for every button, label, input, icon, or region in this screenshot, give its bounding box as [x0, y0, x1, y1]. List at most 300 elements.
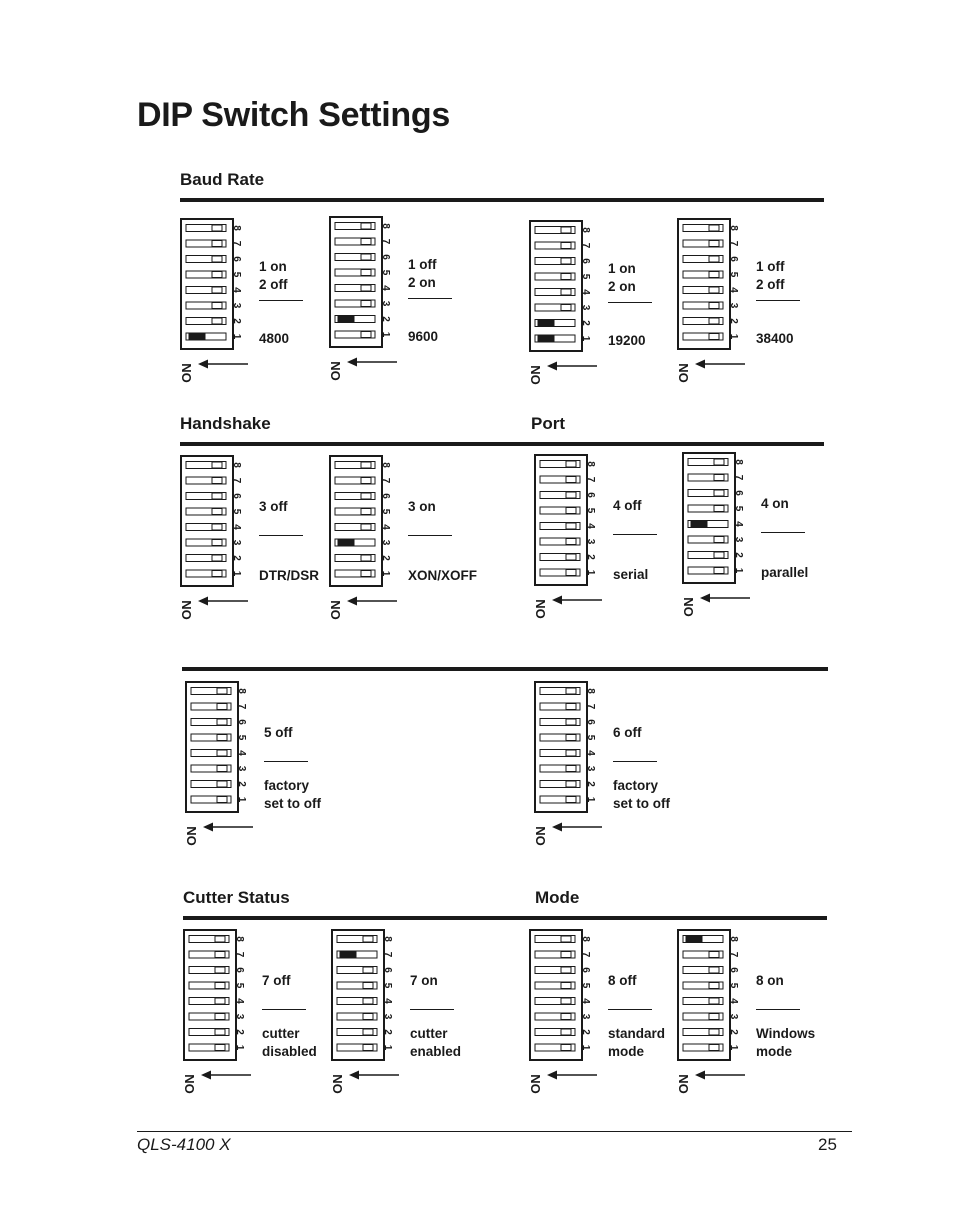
switch-lever-off-4: [212, 287, 222, 293]
setting-line: DTR/DSR: [259, 568, 319, 583]
dip-switch-graphic: [183, 929, 263, 1109]
switch-lever-off-5: [709, 272, 719, 278]
switch-number-4: 4: [728, 998, 739, 1004]
switch-number-4: 4: [580, 289, 591, 295]
dip-switch-graphic: [329, 216, 409, 396]
switch-lever-off-6: [566, 719, 576, 725]
switch-lever-on-3: [338, 540, 354, 546]
setting-label: [756, 258, 785, 294]
switch-lever-off-4: [709, 287, 719, 293]
switch-number-5: 5: [380, 508, 391, 515]
switch-number-1: 1: [231, 570, 242, 577]
switch-lever-off-1: [361, 332, 371, 338]
switch-number-2: 2: [380, 316, 391, 322]
dip-switch-graphic: [677, 929, 757, 1109]
setting-line: 2 off: [756, 277, 785, 292]
dip-switch-diagram: [180, 455, 260, 640]
footer-model: QLS-4100 X: [137, 1135, 231, 1154]
setting-label: [608, 972, 637, 990]
setting-line: XON/XOFF: [408, 568, 478, 583]
switch-number-7: 7: [234, 951, 245, 958]
switch-lever-on-2: [538, 320, 554, 326]
switch-number-3: 3: [231, 539, 242, 546]
switch-number-2: 2: [728, 318, 739, 324]
setting-line: 3 on: [408, 499, 436, 514]
switch-number-6: 6: [380, 254, 391, 260]
switch-lever-off-2: [215, 1029, 225, 1035]
switch-number-4: 4: [382, 998, 393, 1004]
switch-number-8: 8: [728, 936, 739, 942]
setting-line: 19200: [608, 333, 646, 348]
switch-number-8: 8: [733, 459, 744, 465]
switch-frame: [535, 682, 587, 812]
footer-page-number: 25: [818, 1135, 837, 1154]
switch-number-1: 1: [580, 1044, 591, 1051]
switch-lever-off-2: [561, 1029, 571, 1035]
on-label: ON: [528, 365, 543, 385]
switch-number-2: 2: [580, 320, 591, 326]
switch-lever-off-3: [714, 537, 724, 543]
setting-line: cutter: [410, 1026, 448, 1041]
setting-line: 8 on: [756, 973, 784, 988]
section-rule: [183, 916, 827, 920]
setting-value: [761, 564, 808, 582]
switch-lever-off-5: [215, 983, 225, 989]
switch-number-1: 1: [733, 567, 744, 574]
switch-lever-off-7: [566, 477, 576, 483]
dip-switch-diagram: [529, 220, 609, 405]
dip-switch-diagram: [331, 929, 411, 1114]
switch-number-8: 8: [231, 225, 242, 231]
switch-lever-off-7: [709, 952, 719, 958]
switch-frame: [683, 453, 735, 583]
switch-number-7: 7: [580, 242, 591, 249]
switch-frame: [530, 930, 582, 1060]
divider: [756, 1009, 800, 1010]
switch-lever-off-7: [361, 239, 371, 245]
dip-switch-graphic: [534, 681, 614, 861]
switch-number-2: 2: [580, 1029, 591, 1035]
section-rule: [182, 667, 828, 671]
switch-lever-off-5: [709, 983, 719, 989]
switch-number-2: 2: [380, 555, 391, 561]
dip-switch-graphic: [529, 929, 609, 1109]
switch-number-8: 8: [585, 688, 596, 694]
switch-number-6: 6: [382, 967, 393, 973]
section-heading-baud-rate: Baud Rate: [180, 170, 265, 189]
switch-lever-off-1: [566, 570, 576, 576]
switch-number-8: 8: [580, 936, 591, 942]
dip-switch-diagram: [329, 455, 409, 640]
switch-lever-off-1: [709, 334, 719, 340]
setting-line: 1 off: [756, 259, 785, 274]
switch-number-7: 7: [728, 951, 739, 958]
dip-switch-diagram: [677, 929, 757, 1114]
switch-lever-off-5: [363, 983, 373, 989]
divider: [761, 532, 805, 533]
switch-lever-off-5: [561, 274, 571, 280]
switch-number-4: 4: [585, 750, 596, 756]
arrow-left-icon: [695, 1071, 705, 1080]
arrow-left-icon: [349, 1071, 359, 1080]
switch-lever-on-1: [189, 334, 205, 340]
switch-number-4: 4: [585, 523, 596, 529]
switch-number-3: 3: [580, 1013, 591, 1020]
setting-value: [408, 567, 477, 585]
switch-lever-off-6: [212, 256, 222, 262]
setting-line: serial: [613, 567, 649, 582]
switch-number-8: 8: [380, 223, 391, 229]
switch-number-7: 7: [231, 240, 242, 247]
arrow-left-icon: [547, 1071, 557, 1080]
on-label: ON: [179, 363, 194, 383]
arrow-left-icon: [347, 358, 357, 367]
section-heading-handshake: Handshake: [180, 414, 271, 433]
setting-line: 3 off: [259, 499, 288, 514]
switch-number-4: 4: [236, 750, 247, 756]
switch-number-7: 7: [585, 476, 596, 483]
switch-number-1: 1: [585, 569, 596, 576]
switch-number-7: 7: [380, 238, 391, 245]
setting-label: [761, 495, 789, 513]
switch-lever-off-5: [561, 983, 571, 989]
switch-lever-off-4: [217, 750, 227, 756]
divider: [259, 300, 303, 301]
switch-frame: [181, 219, 233, 349]
switch-lever-off-3: [566, 766, 576, 772]
switch-number-4: 4: [733, 521, 744, 527]
dip-switch-diagram: [329, 216, 409, 401]
switch-lever-off-6: [709, 256, 719, 262]
switch-number-1: 1: [728, 333, 739, 340]
switch-number-5: 5: [728, 271, 739, 278]
setting-line: 9600: [408, 329, 439, 344]
switch-number-4: 4: [231, 524, 242, 530]
switch-number-6: 6: [733, 490, 744, 496]
switch-number-1: 1: [380, 570, 391, 577]
setting-label: [410, 972, 438, 990]
setting-line: 4800: [259, 331, 290, 346]
setting-line: parallel: [761, 565, 809, 580]
switch-number-5: 5: [585, 734, 596, 741]
switch-number-5: 5: [728, 982, 739, 989]
switch-number-5: 5: [585, 507, 596, 514]
switch-lever-off-3: [212, 303, 222, 309]
switch-lever-on-4: [691, 521, 707, 527]
divider: [613, 761, 657, 762]
setting-line: standard: [608, 1026, 666, 1041]
switch-number-5: 5: [733, 505, 744, 512]
dip-switch-graphic: [329, 455, 409, 635]
switch-lever-off-3: [212, 540, 222, 546]
setting-line: 8 off: [608, 973, 637, 988]
dip-switch-diagram: [534, 454, 614, 639]
dip-switch-diagram: [180, 218, 260, 403]
switch-lever-off-3: [215, 1014, 225, 1020]
switch-lever-off-3: [363, 1014, 373, 1020]
switch-lever-off-4: [215, 998, 225, 1004]
divider: [408, 535, 452, 536]
switch-number-2: 2: [236, 781, 247, 787]
switch-lever-off-8: [709, 225, 719, 231]
switch-lever-off-6: [215, 967, 225, 973]
setting-line: 38400: [756, 331, 794, 346]
switch-number-6: 6: [728, 967, 739, 973]
on-label: ON: [533, 826, 548, 846]
setting-label: [608, 260, 636, 296]
dip-switch-graphic: [185, 681, 265, 861]
switch-lever-off-8: [363, 936, 373, 942]
switch-number-1: 1: [728, 1044, 739, 1051]
dip-switch-diagram: [677, 218, 757, 403]
switch-number-3: 3: [382, 1013, 393, 1020]
setting-label: [613, 497, 642, 515]
divider: [262, 1009, 306, 1010]
switch-frame: [678, 219, 730, 349]
arrow-left-icon: [201, 1071, 211, 1080]
divider: [264, 761, 308, 762]
switch-number-8: 8: [382, 936, 393, 942]
switch-lever-off-8: [217, 688, 227, 694]
switch-number-8: 8: [234, 936, 245, 942]
switch-number-3: 3: [234, 1013, 245, 1020]
dip-switch-diagram: [682, 452, 762, 637]
setting-line: 4 on: [761, 496, 789, 511]
switch-lever-off-6: [561, 258, 571, 264]
switch-number-7: 7: [236, 703, 247, 710]
setting-value: [259, 567, 319, 585]
switch-number-4: 4: [234, 998, 245, 1004]
switch-lever-off-3: [561, 305, 571, 311]
setting-value: [264, 777, 321, 813]
setting-label: [259, 258, 288, 294]
on-label: ON: [328, 600, 343, 620]
switch-number-6: 6: [585, 719, 596, 725]
switch-number-2: 2: [585, 554, 596, 560]
setting-label: [408, 498, 436, 516]
switch-lever-off-4: [566, 523, 576, 529]
on-label: ON: [328, 361, 343, 381]
setting-line: 1 off: [408, 257, 437, 272]
setting-line: set to off: [613, 796, 670, 811]
arrow-left-icon: [198, 360, 208, 369]
setting-value: [756, 330, 794, 348]
switch-number-4: 4: [728, 287, 739, 293]
setting-line: 4 off: [613, 498, 642, 513]
switch-number-4: 4: [380, 285, 391, 291]
setting-line: enabled: [410, 1044, 462, 1059]
switch-lever-off-1: [361, 571, 371, 577]
switch-frame: [530, 221, 582, 351]
setting-line: disabled: [262, 1044, 317, 1059]
switch-lever-off-5: [566, 508, 576, 514]
setting-value: [613, 566, 648, 584]
divider: [608, 1009, 652, 1010]
switch-lever-off-1: [215, 1045, 225, 1051]
switch-number-1: 1: [382, 1044, 393, 1051]
switch-lever-off-7: [217, 704, 227, 710]
switch-lever-off-1: [363, 1045, 373, 1051]
divider: [408, 298, 452, 299]
switch-number-8: 8: [380, 462, 391, 468]
switch-number-1: 1: [580, 335, 591, 342]
arrow-left-icon: [552, 596, 562, 605]
switch-number-3: 3: [733, 536, 744, 543]
switch-number-8: 8: [585, 461, 596, 467]
divider: [259, 535, 303, 536]
switch-lever-off-3: [361, 301, 371, 307]
switch-lever-off-2: [212, 318, 222, 324]
switch-lever-off-7: [361, 478, 371, 484]
switch-lever-off-1: [709, 1045, 719, 1051]
switch-lever-off-4: [561, 998, 571, 1004]
arrow-left-icon: [198, 597, 208, 606]
switch-number-3: 3: [380, 539, 391, 546]
setting-value: [613, 777, 670, 813]
setting-label: [264, 724, 293, 742]
switch-number-3: 3: [585, 765, 596, 772]
switch-lever-on-2: [338, 316, 354, 322]
switch-number-1: 1: [234, 1044, 245, 1051]
switch-lever-off-1: [714, 568, 724, 574]
switch-number-7: 7: [231, 477, 242, 484]
switch-lever-off-5: [566, 735, 576, 741]
switch-lever-off-8: [361, 462, 371, 468]
switch-lever-on-8: [686, 936, 702, 942]
on-label: ON: [179, 600, 194, 620]
on-label: ON: [533, 599, 548, 619]
dip-switch-graphic: [331, 929, 411, 1109]
switch-lever-off-7: [212, 241, 222, 247]
switch-number-5: 5: [580, 273, 591, 280]
switch-lever-off-2: [363, 1029, 373, 1035]
divider: [410, 1009, 454, 1010]
switch-lever-off-7: [709, 241, 719, 247]
switch-lever-off-2: [709, 318, 719, 324]
switch-lever-off-8: [566, 688, 576, 694]
switch-number-6: 6: [580, 258, 591, 264]
switch-lever-off-4: [363, 998, 373, 1004]
on-label: ON: [330, 1074, 345, 1094]
switch-lever-on-7: [340, 952, 356, 958]
setting-value: [262, 1025, 317, 1061]
switch-number-6: 6: [234, 967, 245, 973]
switch-number-4: 4: [580, 998, 591, 1004]
switch-lever-off-5: [217, 735, 227, 741]
dip-switch-diagram: [534, 681, 614, 866]
switch-number-1: 1: [231, 333, 242, 340]
switch-lever-off-4: [212, 524, 222, 530]
setting-line: 5 off: [264, 725, 293, 740]
switch-lever-off-1: [561, 1045, 571, 1051]
switch-frame: [678, 930, 730, 1060]
on-label: ON: [184, 826, 199, 846]
switch-number-5: 5: [236, 734, 247, 741]
switch-lever-off-4: [361, 524, 371, 530]
switch-number-2: 2: [585, 781, 596, 787]
switch-lever-off-5: [212, 509, 222, 515]
section-rule: [180, 442, 824, 446]
setting-line: Windows: [756, 1026, 816, 1041]
switch-lever-off-2: [566, 781, 576, 787]
switch-number-7: 7: [733, 474, 744, 481]
switch-lever-off-6: [566, 492, 576, 498]
switch-number-5: 5: [382, 982, 393, 989]
setting-value: [408, 328, 438, 346]
switch-lever-off-6: [709, 967, 719, 973]
switch-number-5: 5: [231, 271, 242, 278]
switch-number-7: 7: [382, 951, 393, 958]
section-rule: [180, 198, 824, 202]
switch-lever-off-5: [212, 272, 222, 278]
switch-lever-off-1: [566, 797, 576, 803]
on-label: ON: [182, 1074, 197, 1094]
switch-lever-off-5: [361, 270, 371, 276]
switch-lever-on-1: [538, 336, 554, 342]
switch-lever-off-7: [212, 478, 222, 484]
switch-number-8: 8: [236, 688, 247, 694]
switch-lever-off-2: [566, 554, 576, 560]
divider: [756, 300, 800, 301]
setting-label: [408, 256, 437, 292]
setting-label: [262, 972, 291, 990]
setting-line: factory: [264, 778, 310, 793]
switch-lever-off-5: [361, 509, 371, 515]
switch-lever-off-3: [709, 1014, 719, 1020]
switch-lever-off-2: [217, 781, 227, 787]
switch-lever-off-2: [361, 555, 371, 561]
switch-number-4: 4: [380, 524, 391, 530]
switch-frame: [332, 930, 384, 1060]
setting-label: [259, 498, 288, 516]
dip-switch-graphic: [534, 454, 614, 634]
setting-value: [410, 1025, 461, 1061]
switch-frame: [181, 456, 233, 586]
switch-number-7: 7: [728, 240, 739, 247]
setting-line: 2 on: [608, 279, 636, 294]
switch-frame: [184, 930, 236, 1060]
setting-line: cutter: [262, 1026, 300, 1041]
switch-lever-off-2: [709, 1029, 719, 1035]
switch-lever-off-6: [212, 493, 222, 499]
switch-lever-off-2: [212, 555, 222, 561]
switch-number-3: 3: [231, 302, 242, 309]
switch-number-6: 6: [585, 492, 596, 498]
switch-lever-off-7: [561, 243, 571, 249]
switch-lever-off-6: [217, 719, 227, 725]
switch-number-7: 7: [580, 951, 591, 958]
footer-rule: [137, 1131, 852, 1132]
switch-frame: [330, 456, 382, 586]
switch-lever-off-8: [566, 461, 576, 467]
switch-lever-off-2: [714, 552, 724, 558]
switch-number-5: 5: [380, 269, 391, 276]
switch-lever-off-3: [561, 1014, 571, 1020]
switch-number-8: 8: [231, 462, 242, 468]
switch-lever-off-6: [361, 254, 371, 260]
setting-line: 1 on: [259, 259, 287, 274]
switch-lever-off-5: [714, 506, 724, 512]
setting-value: [608, 332, 646, 350]
arrow-left-icon: [700, 594, 710, 603]
switch-lever-off-3: [217, 766, 227, 772]
switch-lever-off-6: [363, 967, 373, 973]
switch-number-2: 2: [231, 318, 242, 324]
switch-number-7: 7: [585, 703, 596, 710]
setting-line: mode: [608, 1044, 645, 1059]
page-title: DIP Switch Settings: [137, 96, 450, 134]
switch-number-4: 4: [231, 287, 242, 293]
